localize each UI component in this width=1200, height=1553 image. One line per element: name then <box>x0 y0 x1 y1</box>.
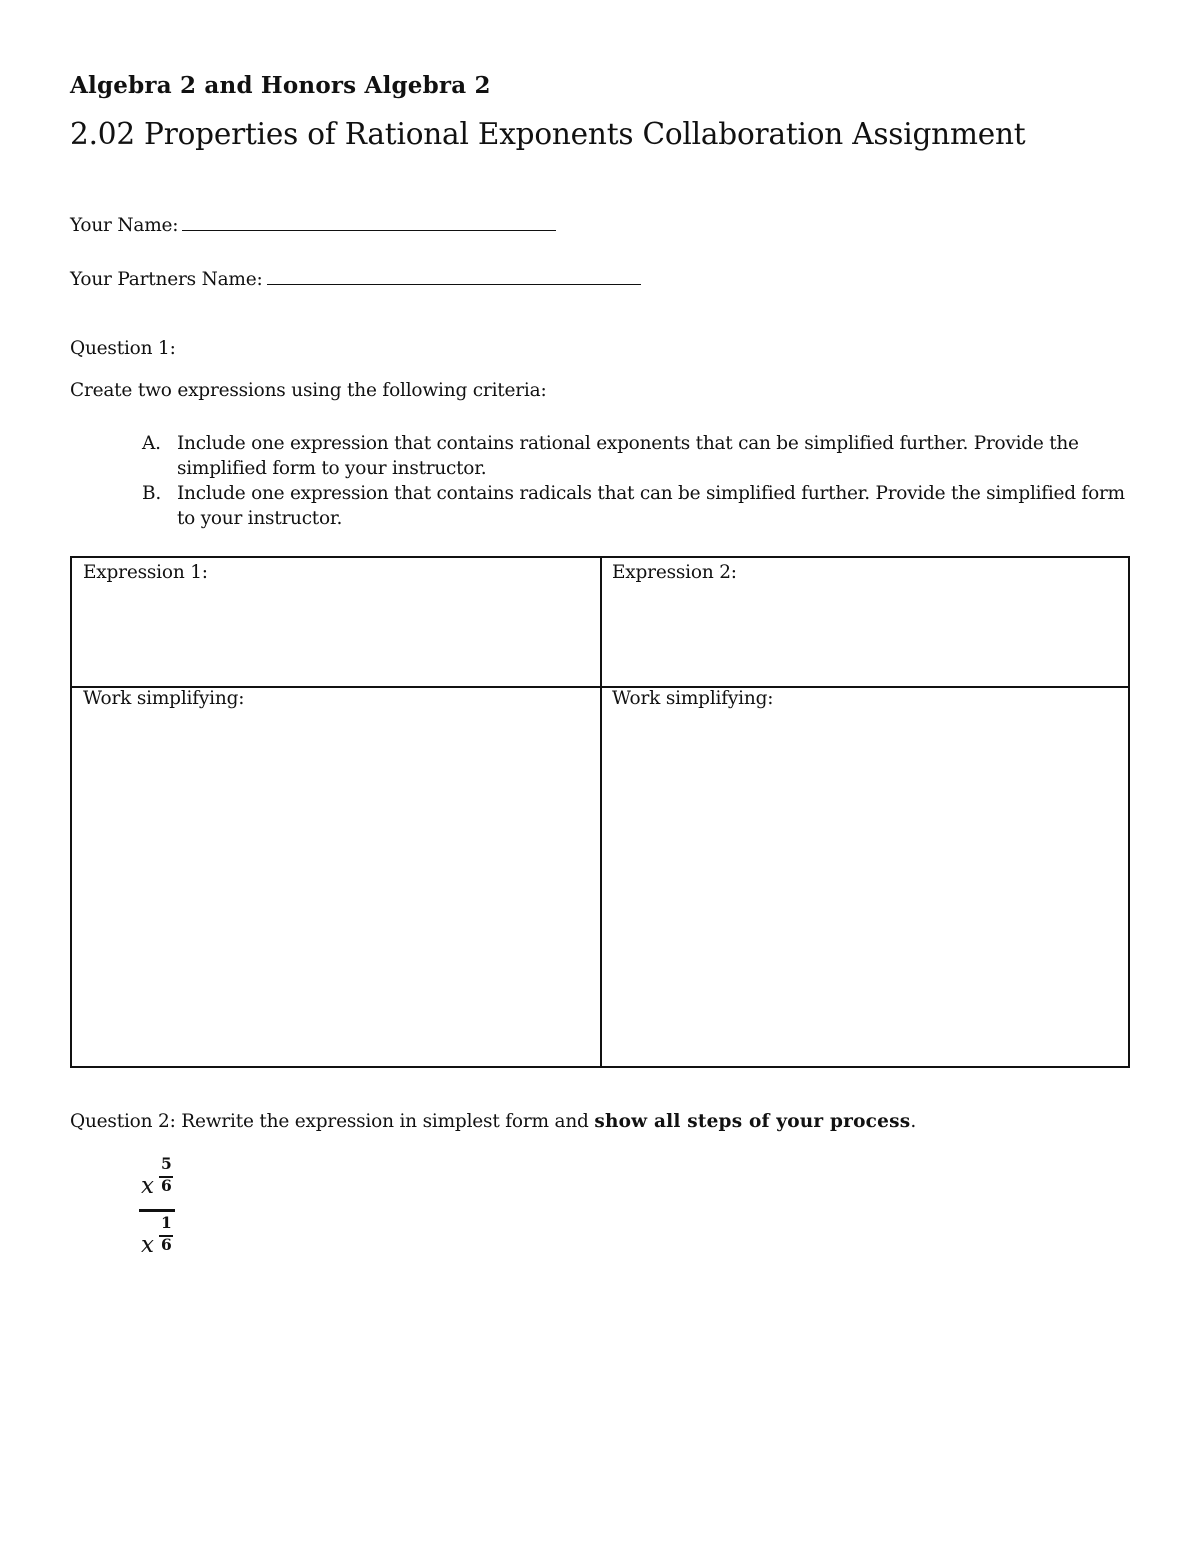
assignment-title: 2.02 Properties of Rational Exponents Collaboration Assignment <box>70 117 1026 151</box>
question-2-text <box>70 1111 916 1132</box>
question-1-prompt: Create two expressions using the following criteria: <box>70 380 547 401</box>
numerator-base: x <box>141 1173 154 1199</box>
expression-1-cell[interactable]: Expression 1: <box>83 562 208 583</box>
rational-expression <box>139 1153 189 1268</box>
denominator-base: x <box>141 1232 154 1258</box>
question-2-prefix: Question 2: Rewrite the expression in simplest form and <box>70 1111 595 1132</box>
denominator-exponent-numerator: 1 <box>161 1213 172 1232</box>
your-name-label: Your Name: <box>70 215 179 236</box>
question-2-suffix: . <box>910 1111 916 1132</box>
question-1-heading: Question 1: <box>70 338 176 359</box>
criteria-text: Include one expression that contains rational exponents that can be simplified further. Provide the simplified form to your instructor. <box>177 433 1079 479</box>
expression-work-table <box>70 556 1130 1068</box>
work-simplifying-2-cell[interactable]: Work simplifying: <box>612 688 774 709</box>
course-title: Algebra 2 and Honors Algebra 2 <box>70 72 491 99</box>
table-divider-vertical <box>600 558 602 1066</box>
numerator-exponent-denominator: 6 <box>161 1176 172 1195</box>
your-name-blank-line[interactable] <box>182 216 556 231</box>
expression-2-cell[interactable]: Expression 2: <box>612 562 737 583</box>
denominator-exponent-denominator: 6 <box>161 1235 172 1254</box>
criteria-text: Include one expression that contains radicals that can be simplified further. Provide the simplified form to your instructor. <box>177 483 1125 529</box>
fraction-bar <box>139 1209 175 1212</box>
criteria-marker: B. <box>142 483 161 504</box>
partner-name-blank-line[interactable] <box>267 270 641 285</box>
question-2-emphasis: show all steps of your process <box>594 1111 911 1132</box>
your-name-field[interactable] <box>70 215 556 236</box>
partner-name-label: Your Partners Name: <box>70 269 263 290</box>
numerator-exponent-numerator: 5 <box>161 1154 172 1173</box>
criteria-marker: A. <box>142 433 161 454</box>
partner-name-field[interactable] <box>70 269 641 290</box>
work-simplifying-1-cell[interactable]: Work simplifying: <box>83 688 245 709</box>
